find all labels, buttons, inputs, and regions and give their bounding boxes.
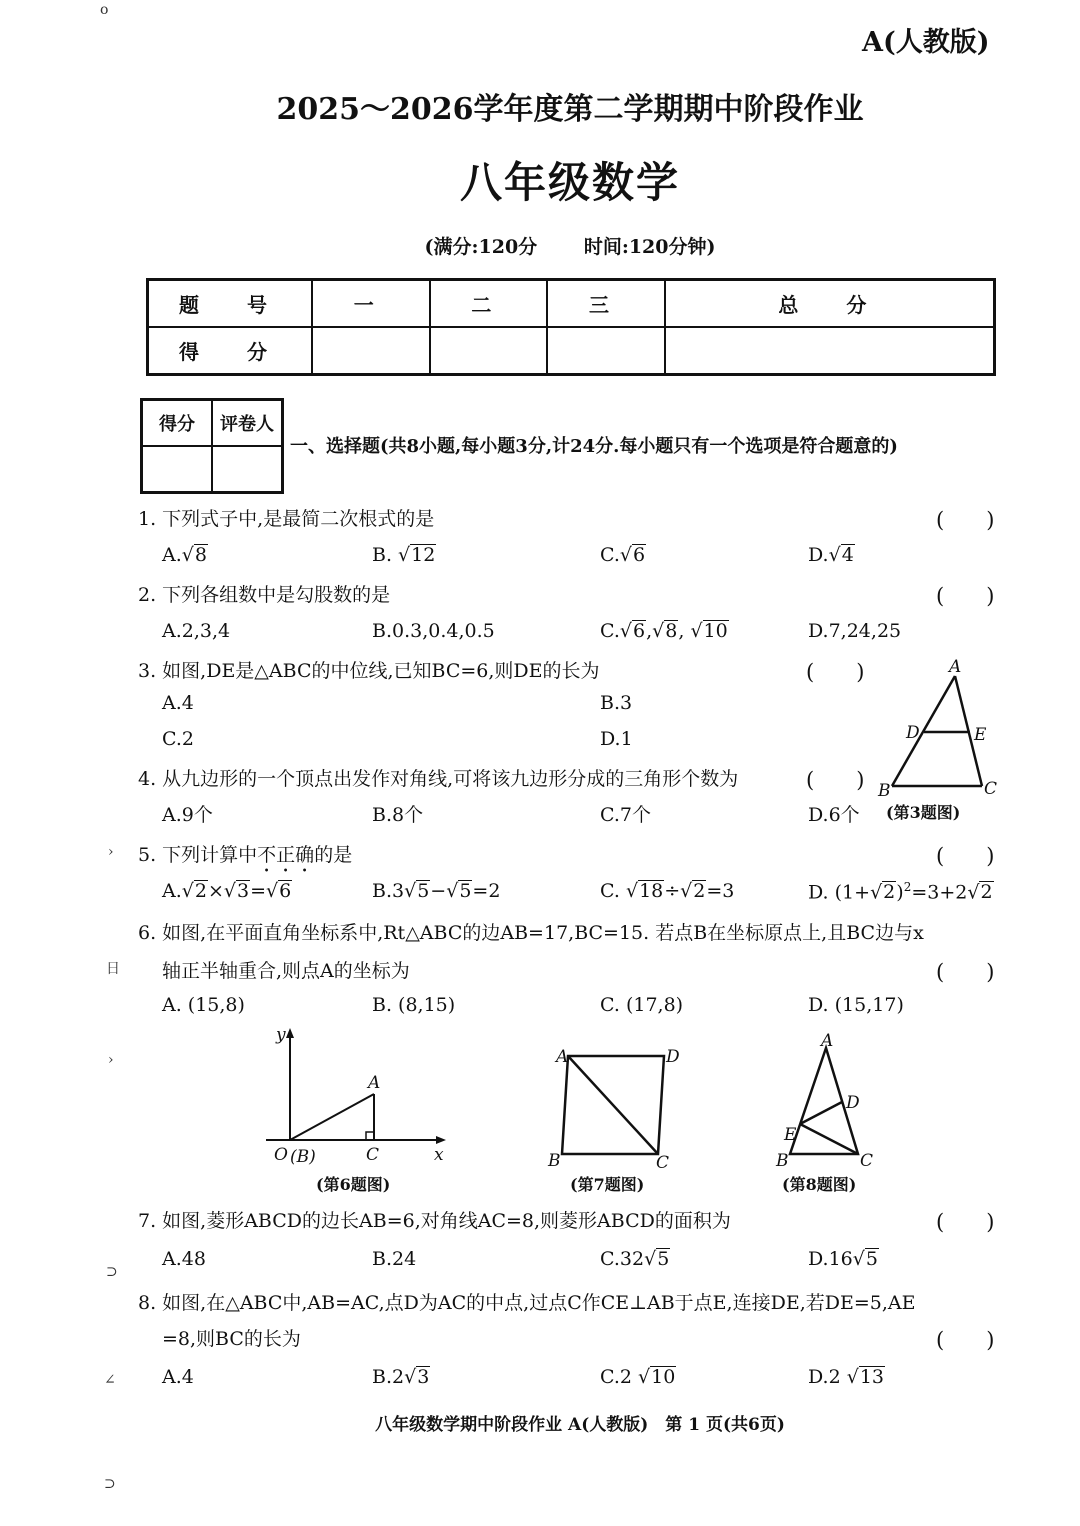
option-a: A.√2×√3=√6 [162,880,292,902]
fig3-label-d: D [906,723,920,743]
section-heading: 一、选择题(共8小题,每小题3分,计24分.每小题只有一个选项是符合题意的) [290,436,898,457]
question-stem: 3. 如图,DE是△ABC的中位线,已知BC=6,则DE的长为 [138,660,600,682]
fig7-label-d: D [666,1047,680,1067]
figure-3-triangle [870,652,1010,802]
option-a: A.√8 [162,544,207,566]
option-c: C.2 [162,728,194,750]
question-stem: 6. 如图,在平面直角坐标系中,Rt△ABC的边AB=17,BC=15. 若点B在坐标原点上,且BC边与x [138,922,924,944]
fig7-label-a: A [556,1047,569,1067]
option-c: C.√6,√8, √10 [600,620,728,642]
binding-mark: ∠ [104,1372,116,1388]
option-a: A.4 [162,1366,194,1388]
binding-mark: ⊃ [104,1476,116,1492]
score-table-header-row [148,280,995,328]
exam-info [0,232,1080,259]
figure-7-caption: (第7题图) [570,1175,645,1194]
fig6-label-y: y [276,1025,286,1045]
fig8-label-c: C [860,1151,874,1170]
binding-mark: o [100,2,109,18]
fig6-label-b: (B) [290,1147,316,1167]
score-entry-cell[interactable] [430,327,548,375]
score-entry-cell[interactable] [312,327,430,375]
option-a: A.2,3,4 [162,620,231,642]
answer-paren[interactable]: ( ) [936,1210,995,1234]
fig3-label-e: E [974,725,987,745]
option-c: C.√6 [600,544,646,566]
score-table-cell: 一 [312,280,430,328]
option-d: D. $(1+√2)^2=3+2√2$ [808,880,993,904]
answer-paren[interactable]: ( ) [806,768,865,792]
option-b: B.8个 [372,804,424,826]
option-a: A.9个 [162,804,213,826]
answer-paren[interactable]: ( ) [936,960,995,984]
answer-paren[interactable]: ( ) [936,844,995,868]
figure-8-caption: (第8题图) [782,1175,857,1194]
fig8-label-a: A [821,1031,834,1051]
exam-time: 时间:120分钟) [583,236,716,258]
option-b: B.2√3 [372,1366,430,1388]
binding-mark: › [108,1052,114,1068]
option-d: D.1 [600,728,633,750]
answer-paren[interactable]: ( ) [936,508,995,532]
score-table-score-row [148,327,995,375]
answer-paren[interactable]: ( ) [806,660,865,684]
question-stem: 4. 从九边形的一个顶点出发作对角线,可将该九边形分成的三角形个数为 [138,768,739,790]
option-d: D. (15,17) [808,994,904,1016]
option-b: B.24 [372,1248,417,1270]
question-stem: 1. 下列式子中,是最简二次根式的是 [138,508,435,530]
option-d: D.6个 [808,804,860,826]
option-b: B.3√5−√5=2 [372,880,501,902]
emphasis-text: 不正确 [257,844,315,866]
fig7-label-c: C [656,1153,670,1172]
option-a: A.48 [162,1248,206,1270]
question-stem: 8. 如图,在△ABC中,AB=AC,点D为AC的中点,过点C作CE⊥AB于点E,连接DE,若DE=5,AE [138,1292,916,1314]
option-c: C.7个 [600,804,651,826]
score-entry-cell[interactable] [665,327,995,375]
score-table-cell: 三 [547,280,665,328]
fig8-label-e: E [784,1125,797,1145]
question-stem: 7. 如图,菱形ABCD的边长AB=6,对角线AC=8,则菱形ABCD的面积为 [138,1210,731,1232]
score-table-cell: 二 [430,280,548,328]
figure-3-caption: (第3题图) [886,803,961,822]
fig8-label-d: D [846,1093,860,1113]
fig7-label-b: B [548,1151,561,1171]
fig6-label-x: x [434,1145,444,1165]
fig6-label-o: O [274,1145,288,1165]
option-d: D.7,24,25 [808,620,902,642]
option-c: C. √18÷√2=3 [600,880,735,902]
binding-mark: › [108,844,114,860]
option-a: A.4 [162,692,194,714]
binding-mark: ⊃ [106,1264,118,1280]
figure-6-coordinate [262,1024,462,1174]
option-b: B.3 [600,692,633,714]
page-footer: 八年级数学期中阶段作业 A(人教版) 第 1 页(共6页) [375,1415,785,1435]
subject-title: 八年级数学 [459,158,680,207]
option-b: B.0.3,0.4,0.5 [372,620,495,642]
option-c: C.32√5 [600,1248,670,1270]
option-d: D.√4 [808,544,854,566]
option-b: B. √12 [372,544,436,566]
edition-label: A(人教版) [862,27,990,58]
grader-name-label: 评卷人 [212,400,283,447]
fig6-label-a: A [368,1073,381,1093]
fig6-label-c: C [366,1145,380,1165]
question-stem-line2: 轴正半轴重合,则点A的坐标为 [162,960,410,982]
score-table-cell: 总 分 [665,280,995,328]
fig3-label-b: B [878,781,891,801]
score-entry-cell[interactable] [547,327,665,375]
option-c: C. (17,8) [600,994,684,1016]
figure-7-rhombus [546,1042,686,1172]
option-d: D.2 √13 [808,1366,885,1388]
option-a: A. (15,8) [162,994,245,1016]
full-score: (满分:120分 [424,236,538,258]
option-b: B. (8,15) [372,994,456,1016]
fig3-label-a: A [949,657,962,677]
question-stem: 2. 下列各组数中是勾股数的是 [138,584,391,606]
figure-6-caption: (第6题图) [316,1175,391,1194]
figure-8-triangle [772,1030,882,1170]
fig8-label-b: B [776,1151,789,1170]
question-stem: 5. 下列计算中不正确的是 [138,844,353,866]
binding-mark: 日 [106,961,120,977]
score-table-cell: 题 号 [148,280,313,328]
grader-score-label: 得分 [142,400,213,447]
score-table-cell: 得 分 [148,327,313,375]
grader-box [140,398,284,494]
grader-score-entry[interactable] [142,446,213,493]
answer-paren[interactable]: ( ) [936,1328,995,1352]
score-table [146,278,996,376]
answer-paren[interactable]: ( ) [936,584,995,608]
question-stem-line2: =8,则BC的长为 [162,1328,301,1350]
grader-name-entry[interactable] [212,446,283,493]
exam-title: 2025～2026学年度第二学期期中阶段作业 [276,92,864,127]
fig3-label-c: C [984,779,998,799]
option-c: C.2 √10 [600,1366,676,1388]
option-d: D.16√5 [808,1248,878,1270]
